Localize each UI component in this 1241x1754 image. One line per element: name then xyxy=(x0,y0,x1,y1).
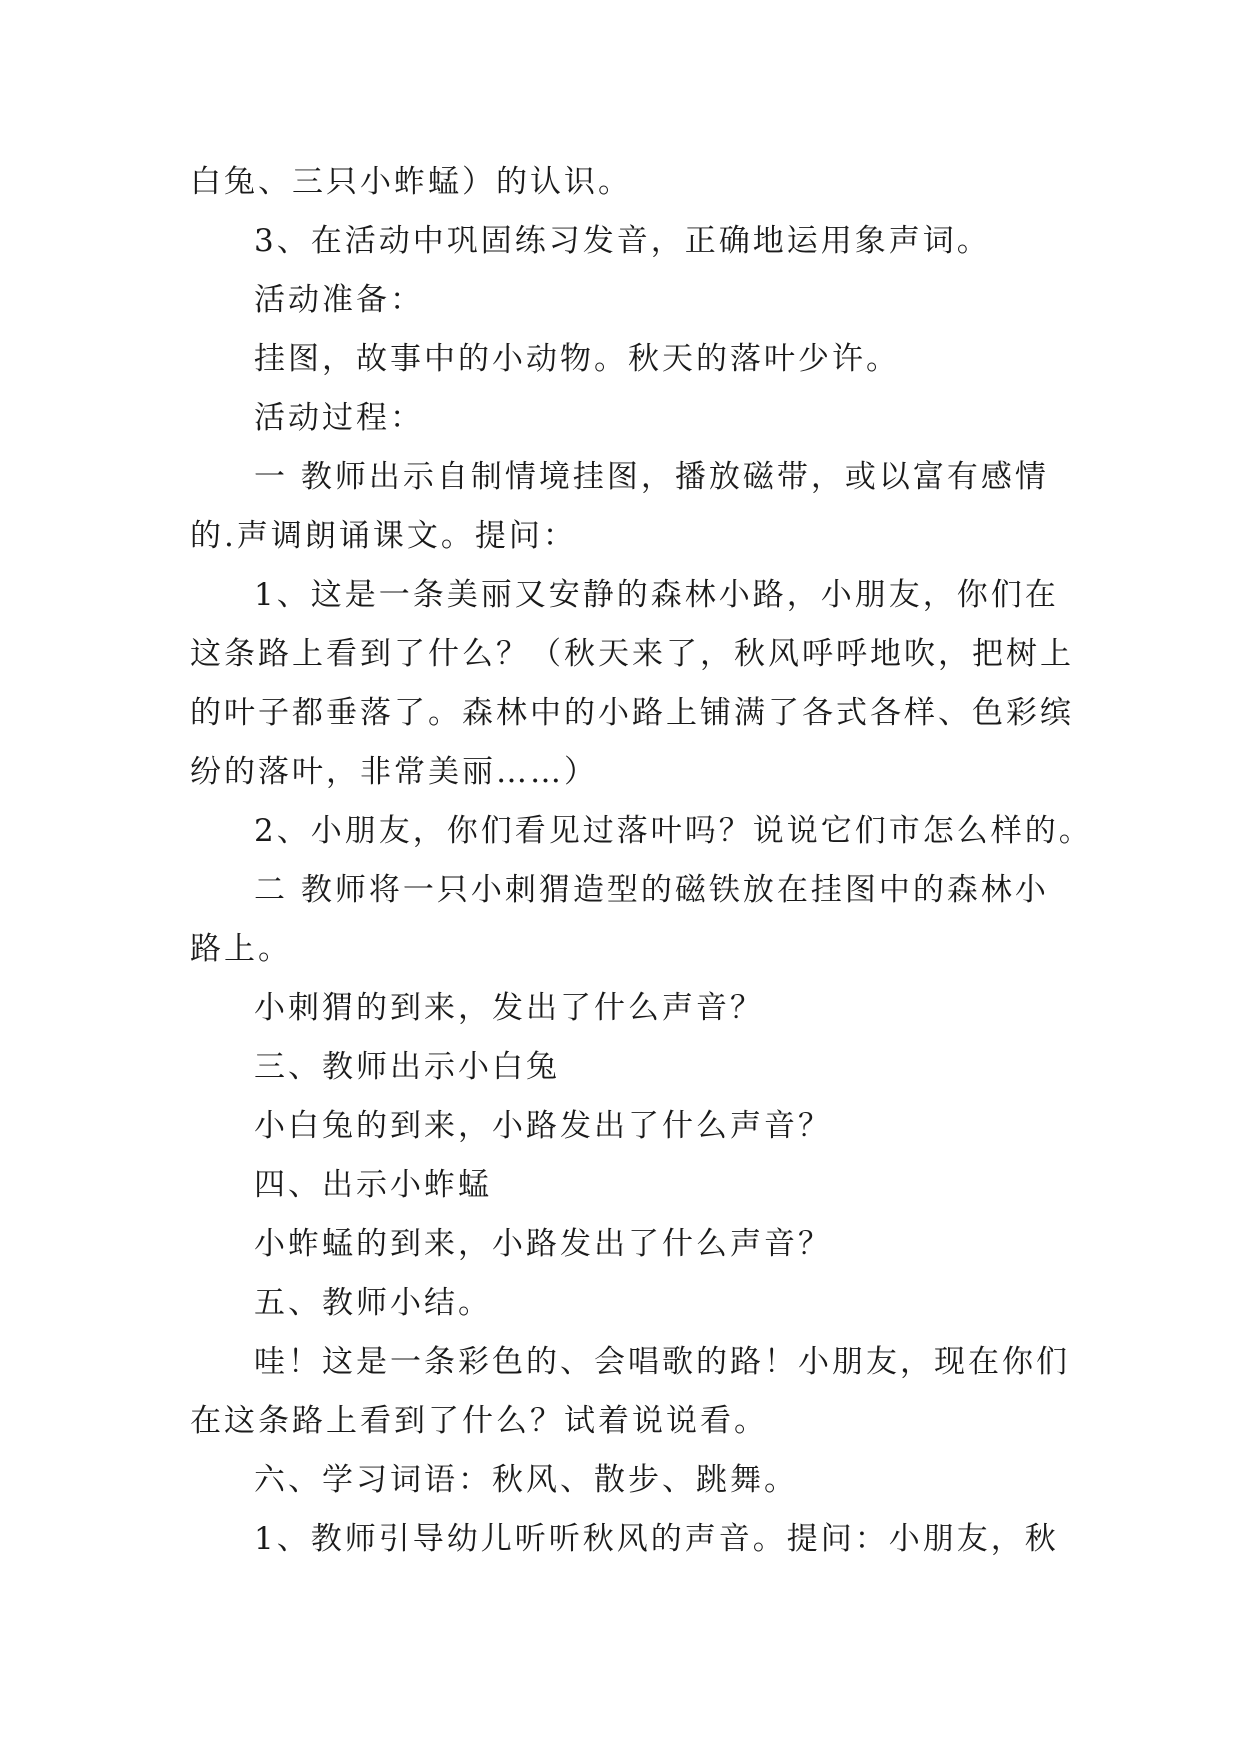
text-line: 白兔、三只小蚱蜢）的认识。 xyxy=(190,164,632,200)
text-line: 五、教师小结。 xyxy=(254,1285,492,1321)
text-line: 这条路上看到了什么？（秋天来了，秋风呼呼地吹，把树上 xyxy=(190,636,1074,672)
text-line: 2、小朋友，你们看见过落叶吗？说说它们市怎么样的。 xyxy=(254,813,1093,849)
text-line: 小蚱蜢的到来，小路发出了什么声音？ xyxy=(254,1226,832,1262)
text-line: 纷的落叶，非常美丽……） xyxy=(190,754,598,790)
text-line: 小白兔的到来，小路发出了什么声音？ xyxy=(254,1108,832,1144)
text-line: 挂图，故事中的小动物。秋天的落叶少许。 xyxy=(254,341,900,377)
text-line: 小刺猬的到来，发出了什么声音？ xyxy=(254,990,764,1026)
text-line: 3、在活动中巩固练习发音，正确地运用象声词。 xyxy=(254,223,991,259)
text-line: 三、教师出示小白兔 xyxy=(254,1049,560,1085)
text-line: 活动准备： xyxy=(254,282,424,318)
text-line: 在这条路上看到了什么？试着说说看。 xyxy=(190,1403,768,1439)
text-line: 哇！这是一条彩色的、会唱歌的路！小朋友，现在你们 xyxy=(254,1344,1070,1380)
text-line: 一 教师出示自制情境挂图，播放磁带，或以富有感情 xyxy=(254,459,1049,495)
text-line: 的叶子都垂落了。森林中的小路上铺满了各式各样、色彩缤 xyxy=(190,695,1074,731)
text-line: 六、学习词语：秋风、散步、跳舞。 xyxy=(254,1462,798,1498)
text-line: 活动过程： xyxy=(254,400,424,436)
text-line: 路上。 xyxy=(190,931,292,967)
text-line: 1、这是一条美丽又安静的森林小路，小朋友，你们在 xyxy=(254,577,1059,613)
text-line: 四、出示小蚱蜢 xyxy=(254,1167,492,1203)
text-line: 1、教师引导幼儿听听秋风的声音。提问：小朋友，秋 xyxy=(254,1521,1059,1557)
text-line: 的.声调朗诵课文。提问： xyxy=(190,518,577,554)
text-line: 二 教师将一只小刺猬造型的磁铁放在挂图中的森林小 xyxy=(254,872,1049,908)
